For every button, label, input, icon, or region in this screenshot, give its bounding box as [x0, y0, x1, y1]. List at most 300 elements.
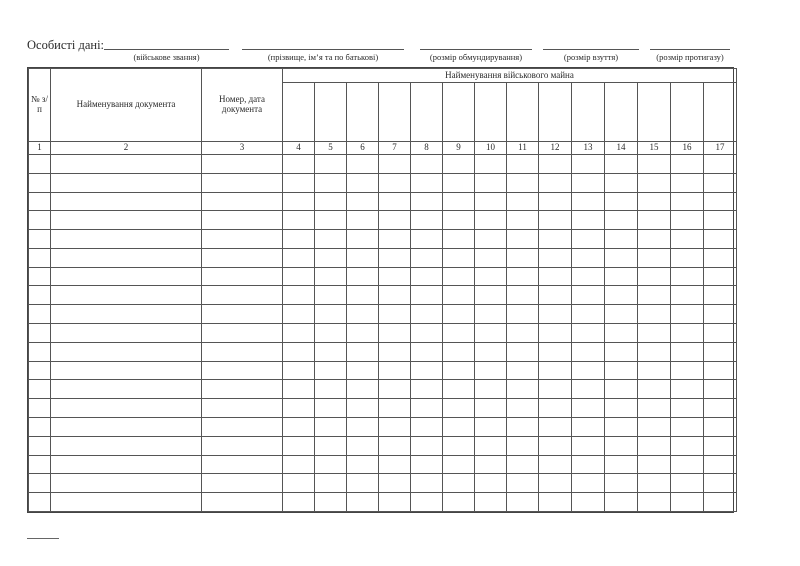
- table-cell[interactable]: [379, 342, 411, 361]
- table-cell[interactable]: [539, 417, 572, 436]
- table-cell[interactable]: [379, 211, 411, 230]
- table-cell[interactable]: [704, 155, 737, 174]
- table-cell[interactable]: [411, 455, 443, 474]
- table-cell[interactable]: [638, 286, 671, 305]
- table-cell[interactable]: [475, 417, 507, 436]
- table-cell[interactable]: [539, 248, 572, 267]
- table-cell[interactable]: [443, 399, 475, 418]
- table-cell[interactable]: [202, 455, 283, 474]
- table-cell[interactable]: [347, 436, 379, 455]
- table-cell[interactable]: [605, 455, 638, 474]
- table-cell[interactable]: [572, 211, 605, 230]
- table-cell[interactable]: [29, 417, 51, 436]
- table-cell[interactable]: [671, 436, 704, 455]
- table-cell[interactable]: [29, 248, 51, 267]
- table-cell[interactable]: [704, 248, 737, 267]
- table-cell[interactable]: [539, 305, 572, 324]
- table-cell[interactable]: [475, 436, 507, 455]
- table-cell[interactable]: [572, 173, 605, 192]
- table-cell[interactable]: [507, 417, 539, 436]
- table-cell[interactable]: [51, 361, 202, 380]
- table-cell[interactable]: [29, 361, 51, 380]
- table-cell[interactable]: [507, 267, 539, 286]
- table-cell[interactable]: [605, 248, 638, 267]
- table-cell[interactable]: [411, 173, 443, 192]
- table-cell[interactable]: [283, 286, 315, 305]
- table-cell[interactable]: [638, 361, 671, 380]
- table-cell[interactable]: [315, 192, 347, 211]
- table-cell[interactable]: [411, 155, 443, 174]
- table-cell[interactable]: [315, 286, 347, 305]
- table-cell[interactable]: [379, 399, 411, 418]
- table-cell[interactable]: [347, 286, 379, 305]
- table-cell[interactable]: [283, 399, 315, 418]
- table-cell[interactable]: [411, 493, 443, 512]
- table-cell[interactable]: [202, 399, 283, 418]
- table-cell[interactable]: [379, 493, 411, 512]
- table-cell[interactable]: [315, 399, 347, 418]
- table-cell[interactable]: [51, 230, 202, 249]
- table-cell[interactable]: [315, 324, 347, 343]
- table-cell[interactable]: [539, 380, 572, 399]
- table-cell[interactable]: [202, 361, 283, 380]
- table-cell[interactable]: [539, 474, 572, 493]
- military-rank-field[interactable]: [104, 49, 229, 50]
- table-cell[interactable]: [202, 286, 283, 305]
- table-cell[interactable]: [671, 380, 704, 399]
- table-cell[interactable]: [671, 248, 704, 267]
- table-cell[interactable]: [572, 399, 605, 418]
- table-cell[interactable]: [347, 455, 379, 474]
- table-cell[interactable]: [202, 192, 283, 211]
- table-cell[interactable]: [202, 324, 283, 343]
- table-cell[interactable]: [347, 211, 379, 230]
- table-cell[interactable]: [507, 399, 539, 418]
- table-cell[interactable]: [315, 493, 347, 512]
- table-cell[interactable]: [475, 324, 507, 343]
- table-cell[interactable]: [638, 417, 671, 436]
- table-cell[interactable]: [411, 417, 443, 436]
- table-cell[interactable]: [347, 230, 379, 249]
- full-name-field[interactable]: [242, 49, 404, 50]
- table-cell[interactable]: [347, 324, 379, 343]
- table-cell[interactable]: [379, 474, 411, 493]
- table-cell[interactable]: [671, 493, 704, 512]
- table-cell[interactable]: [315, 417, 347, 436]
- table-cell[interactable]: [638, 474, 671, 493]
- table-cell[interactable]: [411, 267, 443, 286]
- table-cell[interactable]: [379, 286, 411, 305]
- table-cell[interactable]: [443, 436, 475, 455]
- table-cell[interactable]: [411, 192, 443, 211]
- table-cell[interactable]: [671, 455, 704, 474]
- table-cell[interactable]: [605, 342, 638, 361]
- table-cell[interactable]: [443, 173, 475, 192]
- table-cell[interactable]: [539, 361, 572, 380]
- table-cell[interactable]: [29, 342, 51, 361]
- table-cell[interactable]: [29, 192, 51, 211]
- table-cell[interactable]: [572, 155, 605, 174]
- table-cell[interactable]: [29, 474, 51, 493]
- table-cell[interactable]: [671, 399, 704, 418]
- table-cell[interactable]: [572, 342, 605, 361]
- table-cell[interactable]: [443, 248, 475, 267]
- table-cell[interactable]: [29, 211, 51, 230]
- property-column-4[interactable]: [283, 83, 315, 142]
- table-cell[interactable]: [475, 493, 507, 512]
- table-cell[interactable]: [704, 361, 737, 380]
- table-cell[interactable]: [315, 248, 347, 267]
- table-cell[interactable]: [671, 267, 704, 286]
- table-cell[interactable]: [347, 173, 379, 192]
- table-cell[interactable]: [347, 267, 379, 286]
- table-cell[interactable]: [347, 380, 379, 399]
- table-cell[interactable]: [572, 267, 605, 286]
- table-cell[interactable]: [539, 455, 572, 474]
- property-column-15[interactable]: [638, 83, 671, 142]
- table-cell[interactable]: [283, 211, 315, 230]
- table-cell[interactable]: [283, 230, 315, 249]
- table-cell[interactable]: [347, 155, 379, 174]
- table-cell[interactable]: [638, 155, 671, 174]
- table-cell[interactable]: [475, 474, 507, 493]
- table-cell[interactable]: [29, 230, 51, 249]
- table-cell[interactable]: [51, 474, 202, 493]
- table-cell[interactable]: [283, 436, 315, 455]
- table-cell[interactable]: [379, 417, 411, 436]
- table-cell[interactable]: [315, 436, 347, 455]
- table-cell[interactable]: [283, 474, 315, 493]
- uniform-size-field[interactable]: [420, 49, 532, 50]
- table-cell[interactable]: [704, 286, 737, 305]
- table-cell[interactable]: [29, 324, 51, 343]
- table-cell[interactable]: [443, 305, 475, 324]
- property-column-13[interactable]: [572, 83, 605, 142]
- table-cell[interactable]: [704, 230, 737, 249]
- table-cell[interactable]: [671, 361, 704, 380]
- table-cell[interactable]: [671, 192, 704, 211]
- property-column-14[interactable]: [605, 83, 638, 142]
- table-cell[interactable]: [704, 493, 737, 512]
- table-cell[interactable]: [379, 361, 411, 380]
- table-cell[interactable]: [51, 211, 202, 230]
- property-column-5[interactable]: [315, 83, 347, 142]
- table-cell[interactable]: [704, 192, 737, 211]
- table-cell[interactable]: [51, 380, 202, 399]
- table-cell[interactable]: [283, 380, 315, 399]
- table-cell[interactable]: [379, 192, 411, 211]
- table-cell[interactable]: [605, 173, 638, 192]
- table-cell[interactable]: [379, 380, 411, 399]
- table-cell[interactable]: [411, 305, 443, 324]
- table-cell[interactable]: [507, 230, 539, 249]
- table-cell[interactable]: [671, 342, 704, 361]
- table-cell[interactable]: [507, 436, 539, 455]
- table-cell[interactable]: [51, 173, 202, 192]
- table-cell[interactable]: [283, 417, 315, 436]
- table-cell[interactable]: [572, 493, 605, 512]
- table-cell[interactable]: [315, 173, 347, 192]
- table-cell[interactable]: [507, 211, 539, 230]
- table-cell[interactable]: [605, 361, 638, 380]
- table-cell[interactable]: [572, 361, 605, 380]
- table-cell[interactable]: [671, 230, 704, 249]
- table-cell[interactable]: [411, 211, 443, 230]
- table-cell[interactable]: [29, 173, 51, 192]
- table-cell[interactable]: [539, 436, 572, 455]
- table-cell[interactable]: [51, 436, 202, 455]
- table-cell[interactable]: [605, 474, 638, 493]
- table-cell[interactable]: [704, 324, 737, 343]
- table-cell[interactable]: [202, 267, 283, 286]
- table-cell[interactable]: [507, 248, 539, 267]
- table-cell[interactable]: [671, 286, 704, 305]
- table-cell[interactable]: [704, 380, 737, 399]
- table-cell[interactable]: [443, 155, 475, 174]
- table-cell[interactable]: [638, 192, 671, 211]
- table-cell[interactable]: [539, 211, 572, 230]
- table-cell[interactable]: [638, 399, 671, 418]
- table-cell[interactable]: [315, 305, 347, 324]
- table-cell[interactable]: [29, 305, 51, 324]
- table-cell[interactable]: [51, 324, 202, 343]
- table-cell[interactable]: [704, 417, 737, 436]
- table-cell[interactable]: [411, 342, 443, 361]
- table-cell[interactable]: [283, 267, 315, 286]
- table-cell[interactable]: [283, 342, 315, 361]
- table-cell[interactable]: [638, 455, 671, 474]
- table-cell[interactable]: [638, 248, 671, 267]
- table-cell[interactable]: [572, 417, 605, 436]
- table-cell[interactable]: [379, 173, 411, 192]
- table-cell[interactable]: [507, 380, 539, 399]
- table-cell[interactable]: [539, 173, 572, 192]
- table-cell[interactable]: [539, 192, 572, 211]
- shoe-size-field[interactable]: [543, 49, 639, 50]
- table-cell[interactable]: [475, 399, 507, 418]
- table-cell[interactable]: [605, 493, 638, 512]
- table-cell[interactable]: [202, 230, 283, 249]
- table-cell[interactable]: [475, 267, 507, 286]
- table-cell[interactable]: [51, 305, 202, 324]
- table-cell[interactable]: [283, 361, 315, 380]
- gas-mask-size-field[interactable]: [650, 49, 730, 50]
- property-column-6[interactable]: [347, 83, 379, 142]
- table-cell[interactable]: [507, 155, 539, 174]
- table-cell[interactable]: [507, 324, 539, 343]
- table-cell[interactable]: [411, 230, 443, 249]
- table-cell[interactable]: [29, 493, 51, 512]
- property-column-12[interactable]: [539, 83, 572, 142]
- table-cell[interactable]: [671, 417, 704, 436]
- table-cell[interactable]: [315, 380, 347, 399]
- table-cell[interactable]: [29, 399, 51, 418]
- table-cell[interactable]: [475, 361, 507, 380]
- table-cell[interactable]: [443, 286, 475, 305]
- table-cell[interactable]: [638, 380, 671, 399]
- table-cell[interactable]: [539, 493, 572, 512]
- table-cell[interactable]: [572, 230, 605, 249]
- table-cell[interactable]: [507, 305, 539, 324]
- table-cell[interactable]: [704, 436, 737, 455]
- table-cell[interactable]: [315, 361, 347, 380]
- table-cell[interactable]: [605, 230, 638, 249]
- table-cell[interactable]: [572, 192, 605, 211]
- table-cell[interactable]: [605, 399, 638, 418]
- table-cell[interactable]: [29, 267, 51, 286]
- table-cell[interactable]: [671, 211, 704, 230]
- table-cell[interactable]: [411, 399, 443, 418]
- table-cell[interactable]: [443, 267, 475, 286]
- table-cell[interactable]: [539, 267, 572, 286]
- property-column-9[interactable]: [443, 83, 475, 142]
- table-cell[interactable]: [202, 380, 283, 399]
- table-cell[interactable]: [507, 173, 539, 192]
- table-cell[interactable]: [572, 380, 605, 399]
- table-cell[interactable]: [539, 342, 572, 361]
- table-cell[interactable]: [202, 173, 283, 192]
- table-cell[interactable]: [283, 248, 315, 267]
- table-cell[interactable]: [443, 361, 475, 380]
- table-cell[interactable]: [605, 267, 638, 286]
- table-cell[interactable]: [315, 211, 347, 230]
- table-cell[interactable]: [605, 211, 638, 230]
- property-column-11[interactable]: [507, 83, 539, 142]
- table-cell[interactable]: [605, 380, 638, 399]
- table-cell[interactable]: [704, 455, 737, 474]
- table-cell[interactable]: [704, 267, 737, 286]
- table-cell[interactable]: [202, 474, 283, 493]
- table-cell[interactable]: [443, 455, 475, 474]
- table-cell[interactable]: [202, 155, 283, 174]
- table-cell[interactable]: [29, 155, 51, 174]
- table-cell[interactable]: [605, 155, 638, 174]
- table-cell[interactable]: [475, 211, 507, 230]
- table-cell[interactable]: [475, 173, 507, 192]
- table-cell[interactable]: [671, 173, 704, 192]
- table-cell[interactable]: [283, 324, 315, 343]
- table-cell[interactable]: [379, 248, 411, 267]
- table-cell[interactable]: [704, 173, 737, 192]
- table-cell[interactable]: [51, 455, 202, 474]
- table-cell[interactable]: [29, 380, 51, 399]
- table-cell[interactable]: [507, 455, 539, 474]
- table-cell[interactable]: [283, 493, 315, 512]
- table-cell[interactable]: [638, 305, 671, 324]
- table-cell[interactable]: [51, 248, 202, 267]
- table-cell[interactable]: [347, 248, 379, 267]
- table-cell[interactable]: [347, 192, 379, 211]
- table-cell[interactable]: [475, 380, 507, 399]
- table-cell[interactable]: [51, 286, 202, 305]
- table-cell[interactable]: [704, 474, 737, 493]
- table-cell[interactable]: [605, 436, 638, 455]
- property-column-17[interactable]: [704, 83, 737, 142]
- table-cell[interactable]: [572, 474, 605, 493]
- table-cell[interactable]: [539, 324, 572, 343]
- table-cell[interactable]: [347, 342, 379, 361]
- table-cell[interactable]: [315, 342, 347, 361]
- table-cell[interactable]: [379, 155, 411, 174]
- table-cell[interactable]: [704, 399, 737, 418]
- table-cell[interactable]: [411, 436, 443, 455]
- table-cell[interactable]: [29, 436, 51, 455]
- table-cell[interactable]: [572, 455, 605, 474]
- table-cell[interactable]: [283, 192, 315, 211]
- table-cell[interactable]: [443, 342, 475, 361]
- table-cell[interactable]: [202, 305, 283, 324]
- table-cell[interactable]: [572, 305, 605, 324]
- table-cell[interactable]: [507, 286, 539, 305]
- table-cell[interactable]: [704, 342, 737, 361]
- table-cell[interactable]: [379, 324, 411, 343]
- table-cell[interactable]: [315, 474, 347, 493]
- table-cell[interactable]: [605, 192, 638, 211]
- table-cell[interactable]: [671, 474, 704, 493]
- table-cell[interactable]: [638, 436, 671, 455]
- table-cell[interactable]: [443, 324, 475, 343]
- table-cell[interactable]: [572, 286, 605, 305]
- table-cell[interactable]: [671, 324, 704, 343]
- table-cell[interactable]: [704, 305, 737, 324]
- table-cell[interactable]: [605, 286, 638, 305]
- table-cell[interactable]: [638, 324, 671, 343]
- table-cell[interactable]: [29, 455, 51, 474]
- table-cell[interactable]: [443, 380, 475, 399]
- table-cell[interactable]: [443, 192, 475, 211]
- table-cell[interactable]: [539, 230, 572, 249]
- table-cell[interactable]: [411, 286, 443, 305]
- table-cell[interactable]: [443, 417, 475, 436]
- table-cell[interactable]: [475, 286, 507, 305]
- table-cell[interactable]: [283, 173, 315, 192]
- table-cell[interactable]: [539, 286, 572, 305]
- table-cell[interactable]: [443, 493, 475, 512]
- table-cell[interactable]: [539, 399, 572, 418]
- table-cell[interactable]: [202, 248, 283, 267]
- table-cell[interactable]: [475, 455, 507, 474]
- table-cell[interactable]: [443, 211, 475, 230]
- table-cell[interactable]: [475, 305, 507, 324]
- table-cell[interactable]: [638, 493, 671, 512]
- table-cell[interactable]: [638, 230, 671, 249]
- table-cell[interactable]: [347, 474, 379, 493]
- table-cell[interactable]: [411, 361, 443, 380]
- table-cell[interactable]: [379, 305, 411, 324]
- table-cell[interactable]: [475, 342, 507, 361]
- table-cell[interactable]: [411, 248, 443, 267]
- table-cell[interactable]: [283, 305, 315, 324]
- table-cell[interactable]: [283, 155, 315, 174]
- table-cell[interactable]: [51, 399, 202, 418]
- table-cell[interactable]: [605, 324, 638, 343]
- table-cell[interactable]: [51, 417, 202, 436]
- table-cell[interactable]: [475, 248, 507, 267]
- table-cell[interactable]: [605, 305, 638, 324]
- table-cell[interactable]: [507, 493, 539, 512]
- table-cell[interactable]: [51, 155, 202, 174]
- table-cell[interactable]: [283, 455, 315, 474]
- table-cell[interactable]: [411, 324, 443, 343]
- table-cell[interactable]: [475, 192, 507, 211]
- table-cell[interactable]: [572, 248, 605, 267]
- table-cell[interactable]: [638, 211, 671, 230]
- table-cell[interactable]: [411, 474, 443, 493]
- table-cell[interactable]: [475, 230, 507, 249]
- property-column-7[interactable]: [379, 83, 411, 142]
- table-cell[interactable]: [704, 211, 737, 230]
- table-cell[interactable]: [29, 286, 51, 305]
